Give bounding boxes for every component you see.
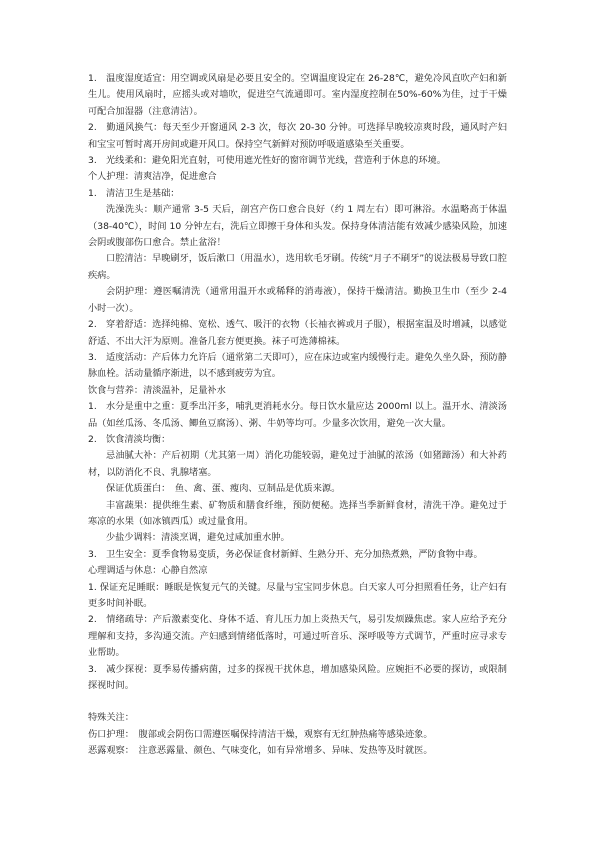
mental-item-3: 3. 减少探视：夏季易传播病菌，过多的探视干扰休息，增加感染风险。应婉拒不必要的探访，或限制探视时间。 xyxy=(88,663,507,692)
diet-heading: 饮食与营养：清淡温补，足量补水 xyxy=(88,384,226,396)
diet-protein: 保证优质蛋白： 鱼、禽、蛋、瘦肉、豆制品是优质来源。 xyxy=(106,483,341,495)
mental-item-2: 2. 情绪疏导：产后激素变化、身体不适、育儿压力加上炎热天气，易引发烦躁焦虑。家人应给予充分理解和支持，多沟通交流。产妇感到情绪低落时，可通过听音乐、深呼吸等方式调节，严重时应寻求专业帮助。 xyxy=(88,614,507,659)
hygiene-heading: 个人护理：清爽洁净，促进愈合 xyxy=(88,171,217,183)
hygiene-perineal: 会阴护理：遵医嘱清洗（通常用温开水或稀释的消毒液），保持干燥清洁。勤换卫生巾（至少 2-4 小时一次）。 xyxy=(88,286,507,314)
env-item-3: 3. 光线柔和：避免阳光直射，可使用遮光性好的窗帘调节光线，营造利于休息的环境。 xyxy=(88,155,446,167)
mental-heading: 心理调适与休息：心静自然凉 xyxy=(88,565,208,577)
hygiene-item-3: 3. 适度活动：产后体力允许后（通常第二天即可），应在床边或室内缓慢行走。避免久坐久卧，预防静脉血栓。活动量循序渐进，以不感到疲劳为宜。 xyxy=(88,351,507,380)
hygiene-item-1: 1. 清洁卫生是基础： xyxy=(88,187,180,199)
env-item-1: 1. 温度湿度适宜：用空调或风扇是必要且安全的。空调温度设定在 26-28℃，避免冷风直吹产妇和新生儿。使用风扇时，应摇头或对墙吹，促进空气流通即可。室内湿度控制在50%-60%为佳，过于干燥可配合加湿器（注意清洁）。 xyxy=(88,73,507,117)
mental-item-1: 1. 保证充足睡眠：睡眠是恢复元气的关键。尽量与宝宝同步休息。白天家人可分担照看任务，让产妇有更多时间补眠。 xyxy=(88,581,507,609)
special-wound: 伤口护理： 腹部或会阴伤口需遵医嘱保持清洁干燥，观察有无红肿热痛等感染迹象。 xyxy=(88,728,433,740)
diet-item-2: 2. 饮食清淡均衡： xyxy=(88,433,171,445)
diet-item-1: 1. 水分是重中之重：夏季出汗多，哺乳更消耗水分。每日饮水量应达 2000ml 以上。温开水、清淡汤品（如丝瓜汤、冬瓜汤、鲫鱼豆腐汤）、粥、牛奶等均可。少量多次饮用，避免一次大量。 xyxy=(88,401,507,429)
hygiene-item-2: 2. 穿着舒适：选择纯棉、宽松、透气、吸汗的衣物（长袖衣裤或月子服），根据室温及时增减，以感觉舒适、不出大汗为原则。准备几套方便更换。袜子可选薄棉袜。 xyxy=(88,319,507,347)
diet-oil: 忌油腻大补：产后初期（尤其第一周）消化功能较弱，避免过于油腻的浓汤（如猪蹄汤）和大补药材，以防消化不良、乳腺堵塞。 xyxy=(88,450,507,478)
diet-item-3: 3. 卫生安全：夏季食物易变质，务必保证食材新鲜、生熟分开、充分加热煮熟，严防食物中毒。 xyxy=(88,548,483,560)
hygiene-oral: 口腔清洁：早晚刷牙，饭后漱口（用温水），选用软毛牙刷。传统“月子不刷牙”的说法极易导致口腔疾病。 xyxy=(88,253,507,281)
special-heading: 特殊关注： xyxy=(88,712,134,724)
env-item-2: 2. 勤通风换气：每天至少开窗通风 2-3 次，每次 20-30 分钟。可选择早晚较凉爽时段，通风时产妇和宝宝可暂时离开房间或避开风口。保持空气新鲜对预防呼吸道感染至关重要。 xyxy=(88,122,507,150)
hygiene-bathing: 洗澡洗头：顺产通常 3-5 天后，剖宫产伤口愈合良好（约 1 周左右）即可淋浴。水温略高于体温（38-40℃），时间 10 分钟左右，洗后立即擦干身体和头发。保持身体清洁能有效减少感染风险，加速会阴或腹部伤口愈合。禁止盆浴！ xyxy=(88,204,507,249)
diet-salt: 少盐少调料：清淡烹调，避免过咸加重水肿。 xyxy=(106,532,290,544)
special-lochia: 恶露观察： 注意恶露量、颜色、气味变化，如有异常增多、异味、发热等及时就医。 xyxy=(88,745,433,757)
diet-fiber: 丰富蔬果：提供维生素、矿物质和膳食纤维，预防便秘。选择当季新鲜食材，清洗干净。避免过于寒凉的水果（如冰镇西瓜）或过量食用。 xyxy=(88,499,507,527)
section-spacer xyxy=(88,694,507,710)
